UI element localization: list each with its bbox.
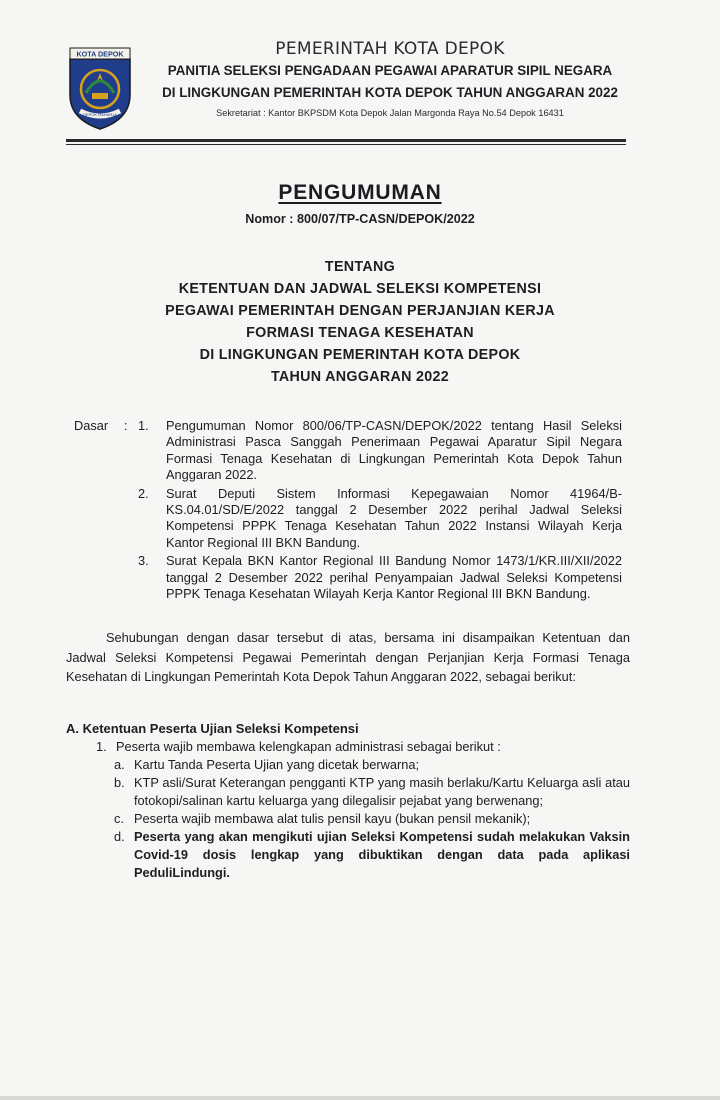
basis-item-text: Pengumuman Nomor 800/06/TP-CASN/DEPOK/2022 tentang Hasil Seleksi Administrasi Pasca Sanggah Penerimaan Pegawai Aparatur Sipil Negara Formasi Tenaga Kesehatan di Lingkungan Pemerintah Kota Depok Tahun Anggaran 2022. [166, 418, 622, 483]
secretariat-address: Sekretariat : Kantor BKPSDM Kota Depok Jalan Margonda Raya No.54 Depok 16431 [216, 108, 564, 118]
basis-list [138, 418, 622, 604]
subitem-text: Kartu Tanda Peserta Ujian yang dicetak berwarna; [134, 757, 420, 772]
requirement-subitem [66, 774, 630, 810]
subject-line: TAHUN ANGGARAN 2022 [270, 369, 450, 385]
letterhead-divider-thin [66, 144, 626, 145]
basis-item [138, 486, 622, 552]
subject-line: PEGAWAI PEMERINTAH DENGAN PERJANJIAN KERJA [165, 303, 555, 319]
kota-depok-emblem-icon [66, 45, 134, 131]
government-name: PEMERINTAH KOTA DEPOK [275, 39, 505, 59]
basis-item-number: 3. [138, 553, 149, 569]
requirement-point-number: 1. [96, 739, 107, 754]
subitem-letter: a. [114, 757, 125, 772]
subitem-text: Peserta wajib membawa alat tulis pensil kayu (bukan pensil mekanik); [134, 811, 531, 826]
announcement-title: PENGUMUMAN [278, 181, 442, 204]
subject-line: KETENTUAN DAN JADWAL SELEKSI KOMPETENSI [178, 281, 542, 297]
letterhead [140, 38, 640, 120]
subject-line: FORMASI TENAGA KESEHATAN [246, 325, 474, 341]
title-block [90, 180, 630, 388]
subitem-text: Peserta yang akan mengikuti ujian Seleksi Kompetensi sudah melakukan Vaksin Covid-19 dosis lengkap yang dibuktikan dengan data pada aplikasi PeduliLindungi. [134, 829, 630, 880]
requirement-point-text: Peserta wajib membawa kelengkapan administrasi sebagai berikut : [116, 739, 501, 754]
subitem-letter: b. [114, 775, 125, 790]
basis-item-number: 1. [138, 418, 149, 433]
subitem-letter: c. [114, 811, 124, 826]
page-bottom-edge [0, 1096, 720, 1100]
requirement-subitem [66, 810, 630, 828]
basis-item-text: Surat Kepala BKN Kantor Regional III Bandung Nomor 1473/1/KR.III/XII/2022 tanggal 2 Desember 2022 perihal Penyampaian Jadwal Seleksi Kompetensi PPPK Tenaga Kesehatan Wilayah Kerja Kantor Regional III BKN Bandung. [166, 553, 622, 602]
requirement-point [66, 738, 630, 756]
intro-paragraph: Sehubungan dengan dasar tersebut di atas, bersama ini disampaikan Ketentuan dan Jadwal Seleksi Kompetensi Pegawai Pemerintah dengan Perjanjian Kerja Formasi Tenaga Kesehatan di Lingkungan Pemerintah Kota Depok Tahun Anggaran 2022, sebagai berikut: [66, 630, 630, 685]
about-heading: TENTANG [324, 259, 396, 275]
basis-item-text: Surat Deputi Sistem Informasi Kepegawaian Nomor 41964/B-KS.04.01/SD/E/2022 tanggal 2 Desember 2022 perihal Jadwal Seleksi Kompetensi PPPK Tenaga Kesehatan Tahun 2022 Instansi Wilayah Kerja Kantor Regional III BKN Bandung. [166, 485, 622, 550]
subject-line: DI LINGKUNGAN PEMERINTAH KOTA DEPOK [199, 347, 521, 363]
area-line: DI LINGKUNGAN PEMERINTAH KOTA DEPOK TAHUN ANGGARAN 2022 [162, 85, 618, 100]
requirement-subitem [66, 828, 630, 882]
letterhead-divider-thick [66, 139, 626, 142]
basis-item-number: 2. [138, 485, 149, 501]
basis-colon: : [124, 418, 128, 433]
requirement-subitem [66, 756, 630, 774]
basis-item [138, 553, 622, 602]
subitem-letter: d. [114, 829, 125, 844]
logo-motto: DEPOK RAHARJA [83, 112, 117, 117]
section-a-heading: A. Ketentuan Peserta Ujian Seleksi Kompetensi [66, 721, 359, 736]
committee-name: PANITIA SELEKSI PENGADAAN PEGAWAI APARATUR SIPIL NEGARA [167, 63, 613, 78]
basis-label: Dasar [74, 418, 109, 433]
logo-label: KOTA DEPOK [76, 49, 124, 59]
subitem-text: KTP asli/Surat Keterangan pengganti KTP yang masih berlaku/Kartu Keluarga asli atau fotokopi/salinan kartu keluarga yang dilegalisir pejabat yang berwenang; [134, 775, 630, 808]
announcement-number: Nomor : 800/07/TP-CASN/DEPOK/2022 [245, 212, 475, 226]
section-a [66, 720, 630, 882]
basis-item [138, 418, 622, 484]
